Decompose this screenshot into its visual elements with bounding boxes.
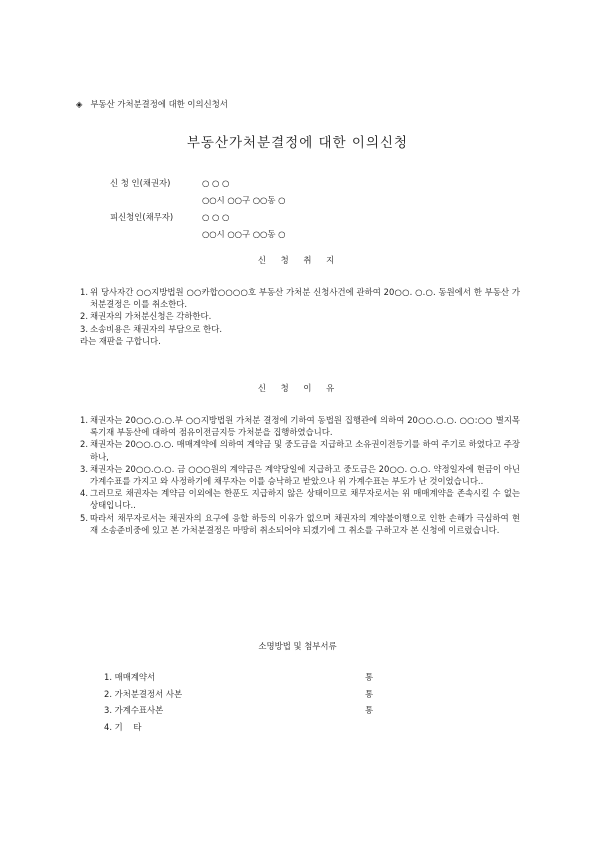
list-item: 2. 가처분결정서 사본 통 bbox=[104, 688, 374, 699]
respondent-label: 피신청인(채무자) bbox=[110, 212, 174, 223]
purpose-heading: 신 청 취 지 bbox=[257, 255, 338, 265]
applicant-label: 신 청 인(채권자) bbox=[110, 178, 171, 189]
list-item: 1. 위 당사자간 ○○지방법원 ○○카합○○○○호 부동산 가처분 신청사건에 관하여 20○○. ○.○. 동원에서 한 부동산 가처분결정은 이를 취소한다. bbox=[80, 287, 520, 310]
applicant-name: ○ ○ ○ bbox=[202, 178, 230, 189]
respondent-address: ○○시 ○○구 ○○동 ○ bbox=[202, 229, 286, 240]
applicant-address: ○○시 ○○구 ○○동 ○ bbox=[202, 195, 286, 206]
purpose-closing: 라는 재판을 구합니다. bbox=[80, 335, 161, 346]
respondent-row bbox=[110, 209, 352, 226]
list-item: 3. 소송비용은 채권자의 부담으로 한다. bbox=[80, 323, 223, 334]
list-item: 2. 채권자는 20○○.○.○. 매매계약에 의하여 계약금 및 중도금을 지급하고 소유권이전등기를 하여 주기로 하였다고 주장하나, bbox=[80, 439, 520, 462]
applicant-row bbox=[110, 175, 352, 192]
diamond-bullet-icon: ◈ bbox=[76, 99, 83, 109]
respondent-name: ○ ○ ○ bbox=[202, 212, 230, 223]
document-breadcrumb: 부동산 가처분결정에 대한 이의신청서 bbox=[90, 99, 228, 109]
list-item: 1. 채권자는 20○○.○.○.부 ○○지방법원 가처분 결정에 기하여 동법원 집행관에 의하여 20○○.○.○. ○○:○○ 별지목록기재 부동산에 대하여 점유이전금지등 가처분을 집행하였습니다. bbox=[80, 415, 520, 438]
parties-block bbox=[110, 175, 352, 243]
reasons-list bbox=[80, 414, 520, 536]
list-item: 3. 가계수표사본 통 bbox=[104, 705, 374, 716]
list-item: 5. 따라서 채무자로서는 채권자의 요구에 응할 하등의 이유가 없으며 채권자의 계약불이행으로 인한 손해가 극심하여 현재 소송준비중에 있고 본 가처분결정은 마땅히 취소되어야 되겠기에 그 취소를 구하고자 본 신청에 이르렀습니다. bbox=[80, 512, 520, 535]
list-item: 1. 매매계약서 통 bbox=[104, 672, 374, 683]
list-item: 4. 그러므로 채권자는 계약금 이외에는 한푼도 지급하지 않은 상태이므로 채무자로서는 위 매매계약을 존속시킬 수 없는 상태입니다.. bbox=[80, 488, 520, 511]
list-item: 2. 채권자의 가처분신청은 각하한다. bbox=[80, 311, 212, 322]
page-title: 부동산가처분결정에 대한 이의신청 bbox=[186, 135, 409, 151]
attachments-list bbox=[104, 669, 404, 735]
attachments-heading: 소명방법 및 첨부서류 bbox=[258, 641, 337, 651]
list-item: 4. 기 타 bbox=[104, 721, 142, 732]
list-item: 3. 채권자는 20○○.○.○. 금 ○○○원의 계약금은 계약당일에 지급하고 중도금은 20○○. ○.○. 약정일자에 현금이 아닌 가계수표를 가지고 와 사정하기에 채무자는 이를 승낙하고 받았으나 위 가계수표는 부도가 난 것이었습니다.. bbox=[80, 463, 520, 486]
document-header bbox=[76, 98, 228, 110]
purpose-list bbox=[80, 286, 520, 347]
reasons-heading: 신 청 이 유 bbox=[257, 383, 338, 393]
